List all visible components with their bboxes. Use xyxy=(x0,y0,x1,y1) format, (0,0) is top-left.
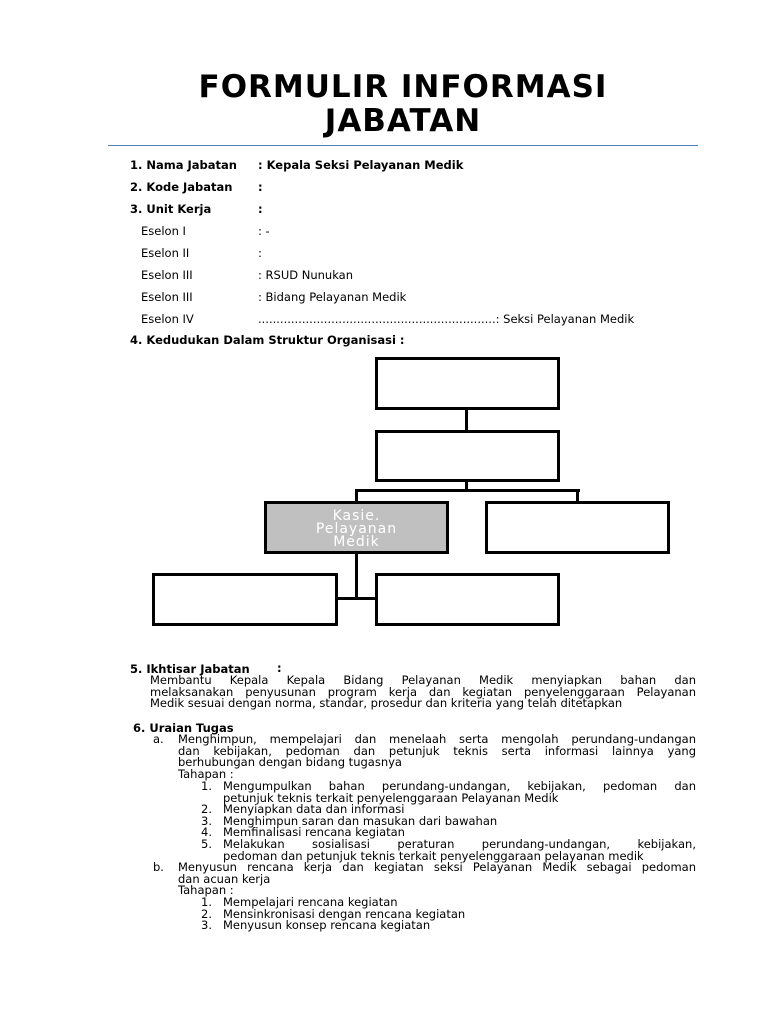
org-connector xyxy=(355,489,580,492)
org-box-bidang xyxy=(375,430,560,482)
field-value: : - xyxy=(258,224,270,238)
org-box-staff-left xyxy=(152,573,338,626)
uraian-heading: 6. Uraian Tugas xyxy=(133,721,234,735)
field-kode-jabatan xyxy=(0,179,768,195)
step-item: Menyusun konsep rencana kegiatan xyxy=(223,918,431,932)
step-item: Mempelajari rencana kegiatan xyxy=(223,895,398,909)
field-value: : xyxy=(258,180,263,194)
step-line: petunjuk teknis terkait penyelenggaraan Pelayanan Medik xyxy=(223,790,559,805)
org-box-label: Pelayanan xyxy=(315,521,398,537)
field-value: .................................................................: Seksi Pelayanan Medik xyxy=(258,312,635,326)
field-label: 2. Kode Jabatan xyxy=(130,180,233,194)
document-title xyxy=(108,70,698,138)
org-box-peer xyxy=(485,501,670,554)
ikhtisar-colon: : xyxy=(277,661,282,675)
ikhtisar-line: Membantu Kepala Kepala Bidang Pelayanan Medik menyiapkan bahan dan xyxy=(150,673,696,687)
step-number: 2. xyxy=(201,907,212,921)
org-connector xyxy=(355,554,358,600)
field-eselon-4 xyxy=(0,311,768,327)
org-box-label: Kasie. xyxy=(332,508,381,524)
step-item xyxy=(223,839,696,862)
step-number: 4. xyxy=(201,825,212,839)
field-value: : Kepala Seksi Pelayanan Medik xyxy=(258,158,464,172)
field-value: : Bidang Pelayanan Medik xyxy=(258,290,407,304)
org-box-label: Medik xyxy=(333,534,380,550)
org-connector xyxy=(355,489,358,501)
uraian-item-b xyxy=(178,862,696,897)
title-divider xyxy=(108,145,698,146)
step-item: Menyiapkan data dan informasi xyxy=(223,802,405,816)
item-line: Menghimpun, mempelajari dan menelaah serta mengolah perundang-undangan xyxy=(178,732,696,746)
title-line-2: JABATAN xyxy=(324,103,482,139)
ikhtisar-line: melaksanakan penyusunan program kerja dan kegiatan penyelenggaraan Pelayanan xyxy=(150,684,696,699)
field-label: Eselon II xyxy=(141,246,190,260)
field-label: 3. Unit Kerja xyxy=(130,202,212,216)
field-value: : RSUD Nunukan xyxy=(258,268,354,282)
step-number: 1. xyxy=(201,779,212,793)
step-number: 2. xyxy=(201,802,212,816)
uraian-item-a xyxy=(178,734,696,780)
ikhtisar-label: 5. Ikhtisar Jabatan xyxy=(130,662,250,676)
org-connector xyxy=(576,489,579,501)
list-marker-a: a. xyxy=(153,732,164,746)
item-line: dan acuan kerja xyxy=(178,871,271,886)
org-box-staff-right xyxy=(375,573,560,626)
field-eselon-2 xyxy=(0,245,768,261)
field-nama-jabatan xyxy=(0,157,768,173)
step-line: pedoman dan petunjuk teknis terkait penyelenggaraan pelayanan medik xyxy=(223,848,644,863)
field-label: 1. Nama Jabatan xyxy=(130,158,237,172)
ikhtisar-line: Medik sesuai dengan norma, standar, prosedur dan kriteria yang telah ditetapkan xyxy=(150,696,623,710)
title-line-1: FORMULIR INFORMASI xyxy=(198,69,608,105)
org-box-top xyxy=(375,357,560,410)
step-item xyxy=(223,781,696,804)
org-box-kasie-pelayanan-medik xyxy=(264,501,449,554)
ikhtisar-body xyxy=(150,675,696,710)
step-item: Memfinalisasi rencana kegiatan xyxy=(223,825,405,839)
step-number: 1. xyxy=(201,895,212,909)
step-number: 5. xyxy=(201,837,212,851)
step-line: Mengumpulkan bahan perundang-undangan, kebijakan, pedoman dan xyxy=(223,779,696,793)
kedudukan-heading: 4. Kedudukan Dalam Struktur Organisasi : xyxy=(130,333,405,347)
item-line: Menyusun rencana kerja dan kegiatan seksi Pelayanan Medik sebagai pedoman xyxy=(178,860,696,874)
step-item: Mensinkronisasi dengan rencana kegiatan xyxy=(223,907,466,921)
item-line: dan kebijakan, pedoman dan petunjuk teknis serta informasi lainnya yang xyxy=(178,743,696,758)
field-value: : xyxy=(258,202,263,216)
step-number: 3. xyxy=(201,918,212,932)
org-connector xyxy=(465,410,468,430)
field-label: Eselon III xyxy=(141,290,193,304)
step-number: 3. xyxy=(201,814,212,828)
step-line: Melakukan sosialisasi peraturan perundang-undangan, kebijakan, xyxy=(223,837,696,851)
field-label: Eselon I xyxy=(141,224,186,238)
field-eselon-3b xyxy=(0,289,768,305)
org-connector xyxy=(337,597,376,600)
tahapan-label: Tahapan : xyxy=(178,883,234,897)
field-eselon-3a xyxy=(0,267,768,283)
field-eselon-1 xyxy=(0,223,768,239)
field-label: Eselon III xyxy=(141,268,193,282)
field-label: Eselon IV xyxy=(141,312,194,326)
field-unit-kerja xyxy=(0,201,768,217)
field-value: : xyxy=(258,246,262,260)
list-marker-b: b. xyxy=(153,860,164,874)
item-line: berhubungan dengan bidang tugasnya xyxy=(178,755,402,769)
tahapan-label: Tahapan : xyxy=(178,766,234,781)
step-item: Menghimpun saran dan masukan dari bawahan xyxy=(223,814,498,828)
